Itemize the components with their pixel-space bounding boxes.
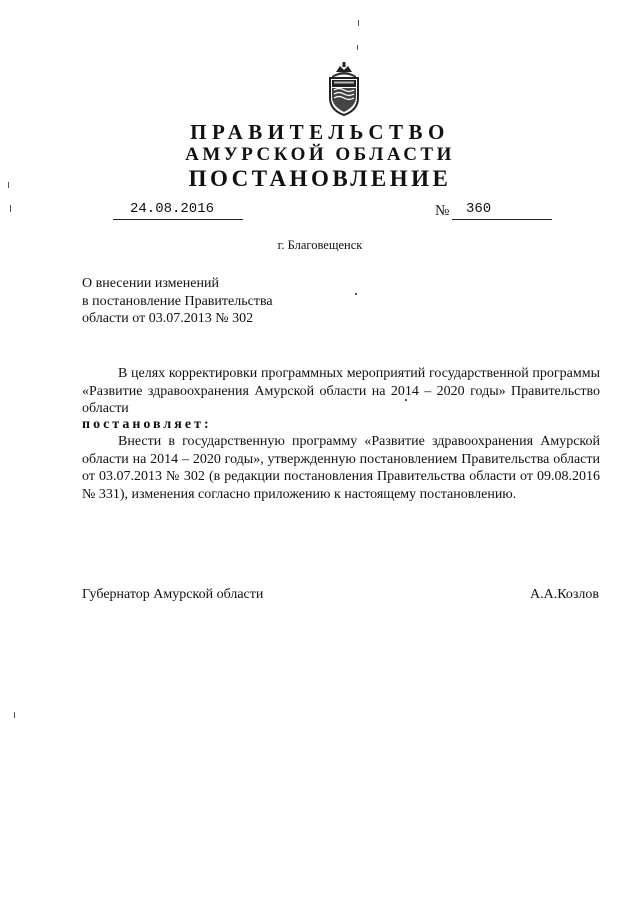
preamble-paragraph: В целях корректировки программных мероприятий государственной программы «Развитие здравоохранения Амурской области на 2014 – 2020 годы» Правительство области <box>82 366 600 416</box>
document-date: 24.08.2016 <box>130 201 215 217</box>
signatory-position: Губернатор Амурской области <box>82 587 264 602</box>
scan-artifact <box>358 20 359 26</box>
scan-artifact <box>405 399 407 401</box>
document-number: 360 <box>466 201 492 217</box>
scan-artifact <box>355 293 357 295</box>
scan-artifact <box>14 712 15 718</box>
subject-line-3: области от 03.07.2013 № 302 <box>82 311 254 326</box>
date-underline <box>113 219 243 220</box>
scan-artifact <box>8 182 9 188</box>
document-subject <box>82 275 382 328</box>
resolution-paragraph: Внести в государственную программу «Развитие здравоохранения Амурской области на 2014 – 2020 годы», утвержденную постановлением Правительства области от 03.07.2013 № 302 (в редакции постановления Правительства области от 09.08.2016 № 331), изменения согласно приложению к настоящему постановлению. <box>82 434 600 502</box>
coat-of-arms-emblem <box>327 62 361 116</box>
government-title: ПРАВИТЕЛЬСТВО <box>190 120 450 144</box>
number-underline <box>452 219 552 220</box>
signatory-name: А.А.Козлов <box>530 587 599 602</box>
city-line: г. Благовещенск <box>277 238 363 252</box>
subject-line-2: в постановление Правительства <box>82 293 273 309</box>
scan-artifact <box>10 205 11 212</box>
number-label: № <box>435 203 450 219</box>
subject-line-1: О внесении изменений <box>82 276 219 291</box>
scan-artifact <box>357 45 358 50</box>
document-type-title: ПОСТАНОВЛЕНИЕ <box>188 166 452 191</box>
decree-word: постановляет: <box>82 417 212 432</box>
region-title: АМУРСКОЙ ОБЛАСТИ <box>185 144 455 165</box>
